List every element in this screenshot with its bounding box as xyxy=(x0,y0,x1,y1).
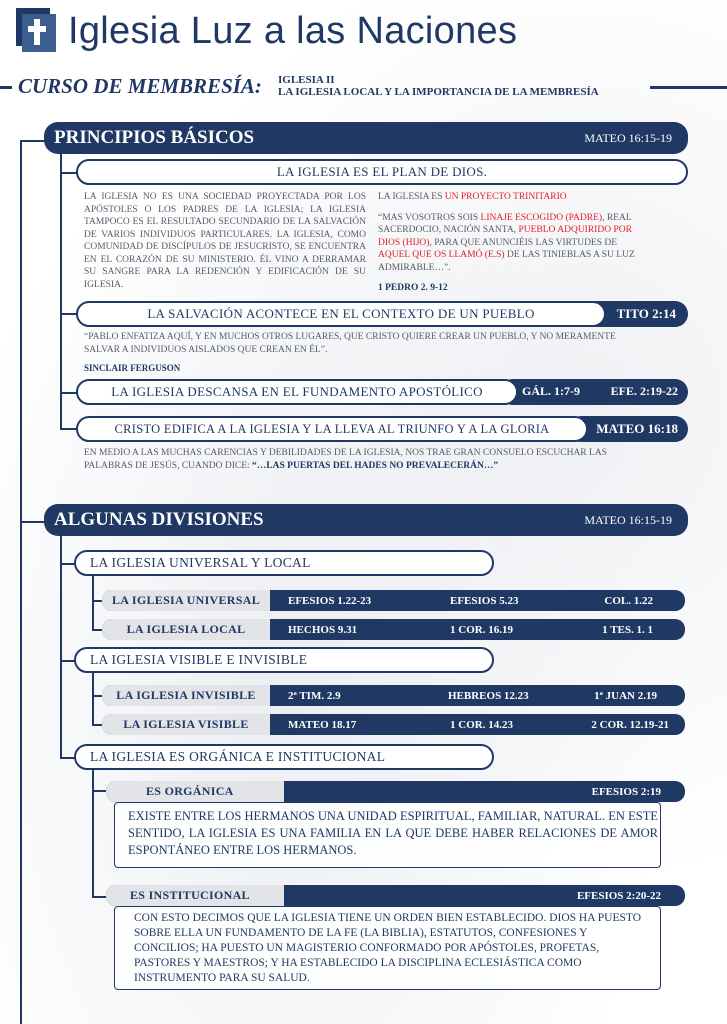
principle-2-author: SINCLAIR FERGUSON xyxy=(84,363,181,373)
principle-3-ref-1: GÁL. 1:7-9 xyxy=(522,384,580,398)
ref-2cor: 2 COR. 12.19-21 xyxy=(591,718,669,731)
institutional-ref: EFESIOS 2:20-22 xyxy=(576,889,661,902)
quote-part: , PARA QUE ANUNCIÉIS LAS VIRTUDES DE xyxy=(429,237,618,248)
principle-4-body: EN MEDIO A LAS MUCHAS CARENCIAS Y DEBILIDADES DE LA IGLESIA, NOS TRAE GRAN CONSUELO ESCUCHAR LAS PALABRAS DE JESÚS, CUANDO DICE: xyxy=(84,448,607,471)
ref-2tim: 2ª TIM. 2.9 xyxy=(288,689,341,702)
ref-mateo-18: MATEO 18.17 xyxy=(288,718,357,731)
section-divisiones-title: ALGUNAS DIVISIONES xyxy=(54,509,264,530)
organic-text: EXISTE ENTRE LOS HERMANOS UNA UNIDAD ESPIRITUAL, FAMILIAR, NATURAL. EN ESTE SENTIDO, LA IGLESIA ES UNA FAMILIA EN LA QUE DEBE HABER RELACIONES DE AMOR ESPONTÁNEO ENTRE LOS HERMANOS. xyxy=(128,809,658,857)
quote-red: AQUEL QUE OS LLAMÓ (E.S) xyxy=(378,250,505,260)
course-label: CURSO DE MEMBRESÍA: xyxy=(18,74,262,98)
institutional-text: CON ESTO DECIMOS QUE LA IGLESIA TIENE UN ORDEN BIEN ESTABLECIDO. DIOS HA PUESTO SOBRE ELLA UN FUNDAMENTO DE LA FE (LA BIBLIA), ESTATUTOS, CONFESIONES Y CONCILIOS; HA PUESTO UN MAGISTERIO CONFORMADO POR APÓSTOLES, PROFETAS, PASTORES Y MAESTROS; Y HA ESTABLECIDO LA DISCIPLINA ECLESIÁSTICA COMO INSTRUMENTO PARA SU SALUD. xyxy=(134,912,641,984)
church-logo xyxy=(16,8,56,52)
div2-row-visible-label: LA IGLESIA VISIBLE xyxy=(102,714,270,735)
organic-header xyxy=(106,781,685,802)
ref-1juan: 1ª JUAN 2.19 xyxy=(594,689,657,702)
principle-1-left-text: LA IGLESIA NO ES UNA SOCIEDAD PROYECTADA POR LOS APÓSTOLES O LOS PADRES DE LA IGLESIA; LA IGLESIA TAMPOCO ES EL RESULTADO SECUNDARIO DE LA SALVACIÓN DE VARIOS INDIVIDUOS PARTICULARES. LA IGLESIA, COMO COMUNIDAD DE DISCÍPULOS DE JESUCRISTO, SE ENCUENTRA EN EL CORAZÓN DE SU MINISTERIO. ÉL VINO A DERRAMAR SU SANGRE PARA LA REDENCIÓN Y EDIFICACIÓN DE SU IGLESIA. xyxy=(84,192,366,290)
principle-4-ref: MATEO 16:18 xyxy=(596,421,678,436)
division-1-pill: LA IGLESIA UNIVERSAL Y LOCAL xyxy=(74,550,494,576)
principle-1-right xyxy=(378,191,640,295)
institutional-label: ES INSTITUCIONAL xyxy=(106,885,284,906)
ref-1tes: 1 TES. 1. 1 xyxy=(602,623,653,636)
section-principios-ref: MATEO 16:15-19 xyxy=(584,131,672,145)
principle-3-ref-bar xyxy=(500,379,688,405)
quote-part: , REAL SACERDOCIO, NACIÓN SANTA, xyxy=(378,212,632,235)
principle-4-pill: CRISTO EDIFICA A LA IGLESIA Y LA LLEVA AL TRIUNFO Y A LA GLORIA xyxy=(76,416,588,442)
principle-2-ref: TITO 2:14 xyxy=(616,306,676,321)
tree-line xyxy=(20,140,22,1024)
trinity-highlight: UN PROYECTO TRINITARIO xyxy=(444,192,567,202)
div1-row-universal-label: LA IGLESIA UNIVERSAL xyxy=(102,590,270,611)
principle-3-ref-2: EFE. 2:19-22 xyxy=(610,384,678,398)
organic-ref: EFESIOS 2:19 xyxy=(591,785,661,798)
section-divisiones-ref: MATEO 16:15-19 xyxy=(584,513,672,527)
principle-2-quote: “PABLO ENFATIZA AQUÍ, Y EN MUCHOS OTROS LUGARES, QUE CRISTO QUIERE CREAR UN PUEBLO, Y NO MERAMENTE SALVAR A INDIVIDUOS AISLADOS QUE CREAN EN ÉL”. xyxy=(84,332,616,355)
principle-1-pill: LA IGLESIA ES EL PLAN DE DIOS. xyxy=(76,159,688,185)
quote-part: “MAS VOSOTROS SOIS xyxy=(378,212,481,223)
principle-3-pill: LA IGLESIA DESCANSA EN EL FUNDAMENTO APOSTÓLICO xyxy=(76,379,518,405)
principle-2-pill: LA SALVACIÓN ACONTECE EN EL CONTEXTO DE UN PUEBLO xyxy=(76,301,606,327)
ref-1cor-14: 1 COR. 14.23 xyxy=(450,718,513,731)
div2-row-visible xyxy=(102,714,685,735)
principle-4-quote: “…LAS PUERTAS DEL HADES NO PREVALECERÁN…” xyxy=(252,460,499,471)
ref-col: COL. 1.22 xyxy=(604,594,653,607)
section-principios-header xyxy=(44,122,688,154)
div1-row-local xyxy=(102,619,685,640)
institutional-header xyxy=(106,885,685,906)
quote-red: PUEBLO ADQUIRIDO POR DIOS (HIJO) xyxy=(378,225,632,248)
course-subtitle-2: LA IGLESIA LOCAL Y LA IMPORTANCIA DE LA MEMBRESÍA xyxy=(278,86,599,98)
div1-row-local-label: LA IGLESIA LOCAL xyxy=(102,619,270,640)
div2-row-invisible-label: LA IGLESIA INVISIBLE xyxy=(102,685,270,706)
principle-4-text xyxy=(84,447,644,472)
organic-label: ES ORGÁNICA xyxy=(106,781,284,802)
quote-part: DE LAS TINIEBLAS A SU LUZ ADMIRABLE…”. xyxy=(378,250,635,273)
ref-efesios-1: EFESIOS 1.22-23 xyxy=(288,594,372,607)
section-divisiones-header xyxy=(44,504,688,536)
quote-red: LINAJE ESCOGIDO (PADRE) xyxy=(480,212,603,223)
site-title: Iglesia Luz a las Naciones xyxy=(68,10,518,52)
course-subtitle-1: IGLESIA II xyxy=(278,74,335,86)
div2-row-invisible xyxy=(102,685,685,706)
section-principios-title: PRINCIPIOS BÁSICOS xyxy=(54,127,255,148)
trinity-intro: LA IGLESIA ES xyxy=(378,192,445,202)
ref-efesios-5: EFESIOS 5.23 xyxy=(450,594,519,607)
division-2-pill: LA IGLESIA VISIBLE E INVISIBLE xyxy=(74,647,494,673)
principle-1-ref: 1 PEDRO 2. 9-12 xyxy=(378,283,448,293)
division-3-pill: LA IGLESIA ES ORGÁNICA E INSTITUCIONAL xyxy=(74,744,494,770)
ref-1cor-16: 1 COR. 16.19 xyxy=(450,623,513,636)
ref-hechos: HECHOS 9.31 xyxy=(288,623,358,636)
cross-icon xyxy=(34,19,40,45)
ref-hebreos: HEBREOS 12.23 xyxy=(448,689,529,702)
div1-row-universal xyxy=(102,590,685,611)
